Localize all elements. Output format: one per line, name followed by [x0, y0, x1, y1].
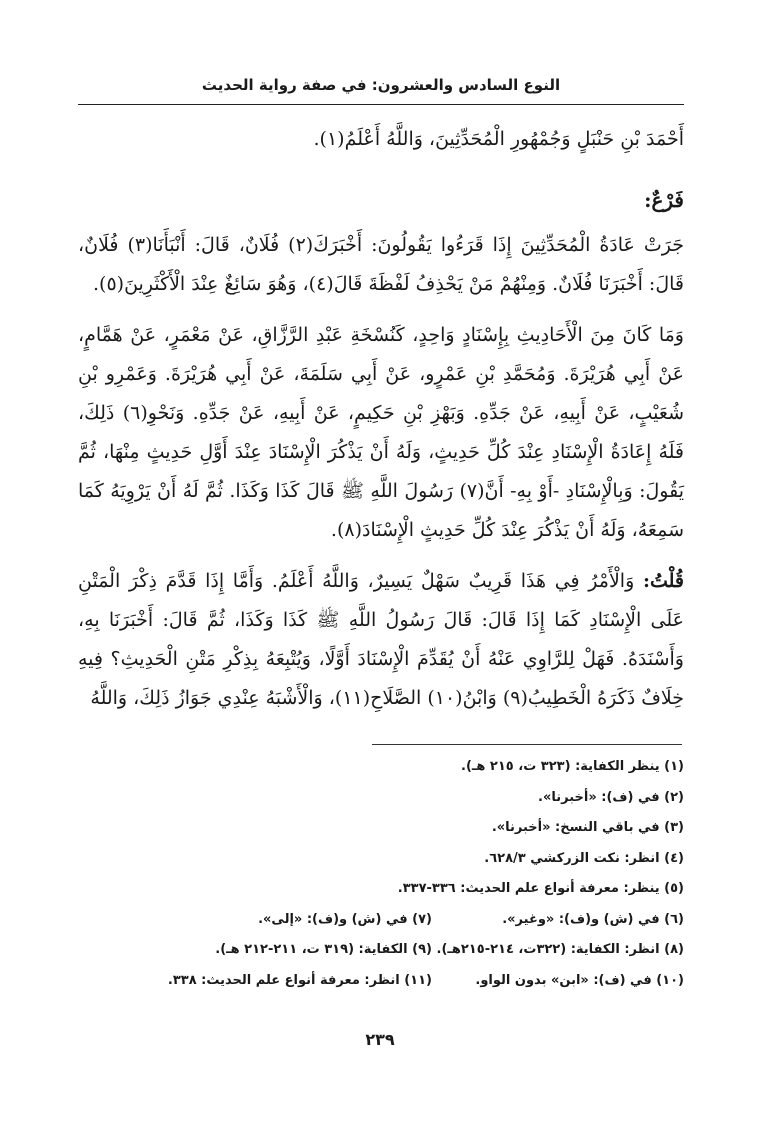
footnote-11: (١١) انظر: معرفة أنواع علم الحديث: ٣٣٨.: [167, 972, 432, 988]
page-number: ٢٣٩: [365, 1030, 395, 1049]
footnote-5: (٥) ينظر: معرفة أنواع علم الحديث: ٣٣٦-٣٣٧.: [397, 881, 684, 896]
header-rule: [78, 104, 684, 105]
footnote-row-8-9: [78, 935, 684, 966]
qult-paragraph: [78, 562, 684, 718]
hadith-paragraph: وَمَا كَانَ مِنَ الْأَحَادِيثِ بِإِسْنَادٍ وَاحِدٍ، كَنُسْخَةِ عَبْدِ الرَّزَّاقِ، عَنْ مَعْمَرٍ، عَنْ هَمَّامٍ، عَنْ أَبِي هُرَيْرَةَ. وَمُحَمَّدِ بْنِ عَمْرٍو، عَنْ أَبِي سَلَمَةَ، عَنْ أَبِي هُرَيْرَةَ. وَعَمْرِو بْنِ شُعَيْبٍ، عَنْ أَبِيهِ، عَنْ جَدِّهِ. وَبَهْزِ بْنِ حَكِيمٍ، عَنْ أَبِيهِ، عَنْ جَدِّهِ. وَنَحْوِ(٦) ذَلِكَ، فَلَهُ إِعَادَةُ الْإِسْنَادِ عِنْدَ كُلِّ حَدِيثٍ، وَلَهُ أَنْ يَذْكُرَ الْإِسْنَادَ عِنْدَ أَوَّلِ حَدِيثٍ مِنْهَا، ثُمَّ يَقُولَ: وَبِالْإِسْنَادِ -أَوْ بِهِ- أَنَّ(٧) رَسُولَ اللَّهِ ﷺ قَالَ كَذَا وَكَذَا. ثُمَّ لَهُ أَنْ يَرْوِيَهُ كَمَا سَمِعَهُ، وَلَهُ أَنْ يَذْكُرَ عِنْدَ كُلِّ حَدِيثٍ الْإِسْنَادَ(٨).: [78, 324, 684, 541]
main-text: [78, 120, 684, 718]
footnote-row-10-11: [78, 966, 684, 997]
footnote-row-6-7: [78, 905, 684, 936]
page-header: النوع السادس والعشرون: في صفة رواية الحديث: [201, 76, 561, 94]
footnote-10: (١٠) في (ف): «ابن» بدون الواو.: [475, 972, 684, 988]
qult-text: وَالْأَمْرُ فِي هَذَا قَرِيبٌ سَهْلٌ يَسِيرٌ، وَاللَّهُ أَعْلَمُ. وَأَمَّا إِذَا قَدَّمَ ذِكْرَ الْمَتْنِ عَلَى الْإِسْنَادِ كَمَا إِذَا قَالَ: قَالَ رَسُولُ اللَّهِ ﷺ كَذَا وَكَذَا، ثُمَّ قَالَ: أَخْبَرَنَا بِهِ، وَأَسْنَدَهُ. فَهَلْ لِلرَّاوِي عَنْهُ أَنْ يُقَدِّمَ الْإِسْنَادَ أَوَّلًا، وَيُتْبِعَهُ بِذِكْرِ مَتْنِ الْحَدِيثِ؟ فِيهِ خِلَافٌ ذَكَرَهُ الْخَطِيبُ(٩) وَابْنُ(١٠) الصَّلَاحِ(١١)، وَالْأَشْبَهُ عِنْدِي جَوَازُ ذَلِكَ، وَاللَّهُ: [78, 570, 684, 709]
footnote-7: (٧) في (ش) و(ف): «إلى».: [258, 911, 432, 927]
footnotes: [78, 752, 684, 996]
opening-line: أَحْمَدَ بْنِ حَنْبَلٍ وَجُمْهُورِ الْمُحَدِّثِينَ، وَاللَّهُ أَعْلَمُ(١).: [313, 128, 684, 150]
footnote-3: (٣) في باقي النسخ: «أخبرنا».: [491, 820, 684, 835]
footnote-9: (٩) الكفاية: (٣١٩ ت، ٢١١-٢١٢ هـ).: [215, 942, 432, 957]
qult-word: قُلْتُ:: [642, 570, 684, 592]
footnote-2: (٢) في (ف): «أخبرنا».: [538, 789, 684, 805]
footnote-8: (٨) انظر: الكفاية: (٣٢٢ت، ٢١٤-٢١٥هـ).: [436, 942, 684, 957]
footnote-6: (٦) في (ش) و(ف): «وغير».: [502, 911, 684, 927]
footnote-4: (٤) انظر: نكت الزركشي ٦٢٨/٣.: [484, 850, 684, 866]
branch-paragraph: جَرَتْ عَادَةُ الْمُحَدِّثِينَ إِذَا قَرَءُوا يَقُولُونَ: أَخْبَرَكَ(٢) فُلَانٌ، قَالَ: أَنْبَأَنَا(٣) فُلَانٌ، قَالَ: أَخْبَرَنَا فُلَانٌ. وَمِنْهُمْ مَنْ يَحْذِفُ لَفْظَةَ قَالَ(٤)، وَهُوَ سَائِغٌ عِنْدَ الْأَكْثَرِينَ(٥).: [78, 234, 684, 295]
footnote-1: (١) ينظر الكفاية: (٣٢٣ ت، ٢١٥ هـ).: [461, 759, 684, 774]
branch-heading: فَرْعٌ:: [644, 188, 684, 212]
footnote-rule: [372, 744, 682, 745]
